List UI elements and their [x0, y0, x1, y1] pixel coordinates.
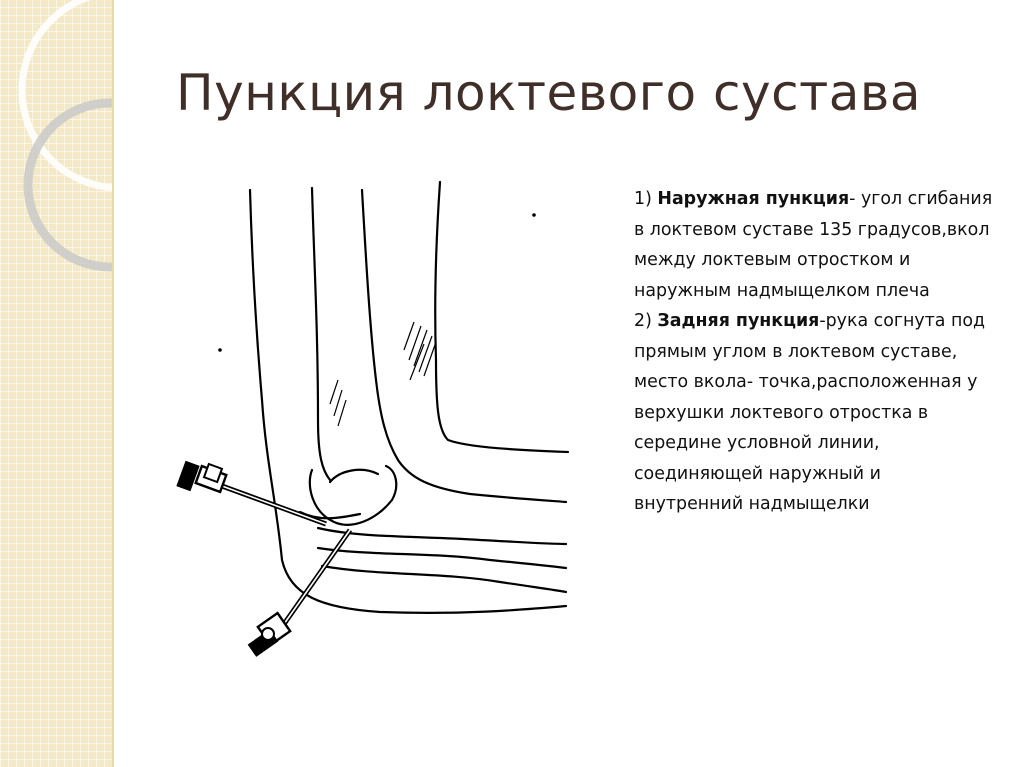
decorative-rings: [0, 0, 112, 767]
description-item-2: [634, 306, 994, 520]
hatching-shading: [330, 322, 436, 426]
decorative-side-strip: [0, 0, 114, 767]
posterior-puncture-needle: [248, 530, 350, 656]
item-text: -рука согнута под прямым углом в локтевом суставе, место вкола- точка,расположенная у верхушки локтевого отростка в середине условной линии, соединяющей наружный и внутренний надмыщелки: [634, 311, 985, 514]
slide-title: Пункция локтевого сустава: [176, 64, 921, 122]
item-term: Задняя пункция: [657, 311, 820, 331]
item-number: 1): [634, 189, 652, 209]
puncture-description: [634, 184, 994, 520]
lateral-puncture-needle: [177, 461, 326, 524]
upper-arm-outline: [250, 190, 566, 613]
item-term: Наружная пункция: [657, 189, 850, 209]
description-item-1: [634, 184, 994, 306]
elbow-puncture-illustration: [170, 178, 590, 668]
item-number: 2): [634, 311, 652, 331]
item-text: - угол сгибания в локтевом суставе 135 градусов,вкол между локтевым отростком и наружным надмыщелком плеча: [634, 189, 993, 301]
